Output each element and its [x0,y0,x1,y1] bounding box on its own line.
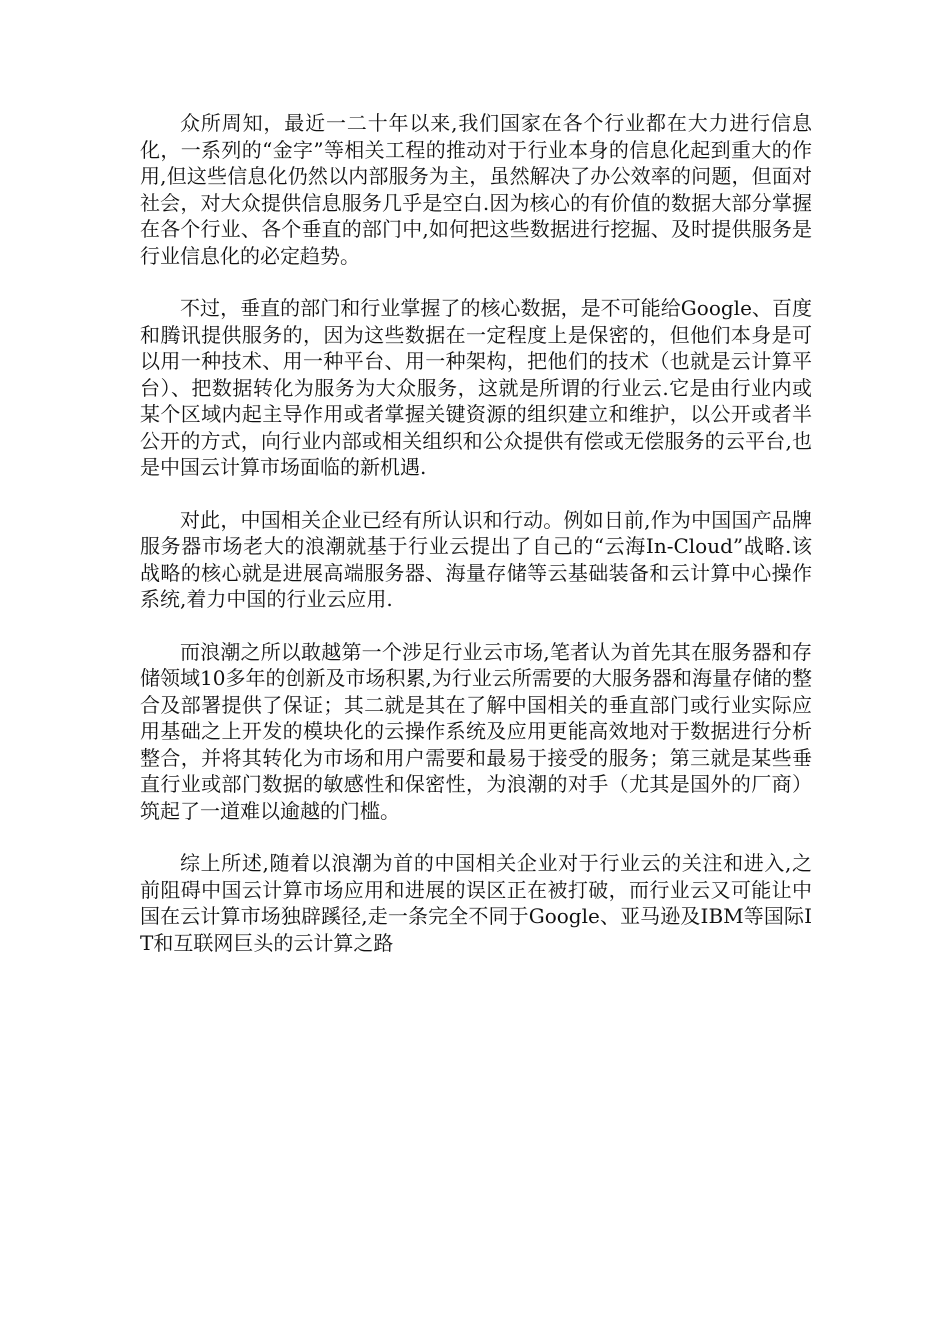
document-body [140,110,812,982]
paragraph-2: 不过，垂直的部门和行业掌握了的核心数据，是不可能给Google、百度和腾讯提供服务的，因为这些数据在一定程度上是保密的，但他们本身是可以用一种技术、用一种平台、用一种架构，把他们的技术（也就是云计算平台）、把数据转化为服务为大众服务，这就是所谓的行业云.它是由行业内或某个区域内起主导作用或者掌握关键资源的组织建立和维护，以公开或者半公开的方式，向行业内部或相关组织和公众提供有偿或无偿服务的云平台,也是中国云计算市场面临的新机遇. [140,296,812,479]
paragraph-5: 综上所述,随着以浪潮为首的中国相关企业对于行业云的关注和进入,之前阻碍中国云计算市场应用和进展的误区正在被打破，而行业云又可能让中国在云计算市场独辟蹊径,走一条完全不同于Google、亚马逊及IBM等国际IT和互联网巨头的云计算之路 [140,851,812,955]
paragraph-4: 而浪潮之所以敢越第一个涉足行业云市场,笔者认为首先其在服务器和存储领域10多年的创新及市场积累,为行业云所需要的大服务器和海量存储的整合及部署提供了保证；其二就是其在了解中国相关的垂直部门或行业实际应用基础之上开发的模块化的云操作系统及应用更能高效地对于数据进行分析整合，并将其转化为市场和用户需要和最易于接受的服务；第三就是某些垂直行业或部门数据的敏感性和保密性，为浪潮的对手（尤其是国外的厂商）筑起了一道难以逾越的门槛。 [140,639,812,823]
paragraph-3: 对此，中国相关企业已经有所认识和行动。例如日前,作为中国国产品牌服务器市场老大的浪潮就基于行业云提出了自己的“云海In-Cloud”战略.该战略的核心就是进展高端服务器、海量存储等云基础装备和云计算中心操作系统,着力中国的行业云应用. [140,507,812,611]
paragraph-1: 众所周知，最近一二十年以来,我们国家在各个行业都在大力进行信息化，一系列的“金字”等相关工程的推动对于行业本身的信息化起到重大的作用,但这些信息化仍然以内部服务为主，虽然解决了办公效率的问题，但面对社会，对大众提供信息服务几乎是空白.因为核心的有价值的数据大部分掌握在各个行业、各个垂直的部门中,如何把这些数据进行挖掘、及时提供服务是行业信息化的必定趋势。 [140,111,812,268]
